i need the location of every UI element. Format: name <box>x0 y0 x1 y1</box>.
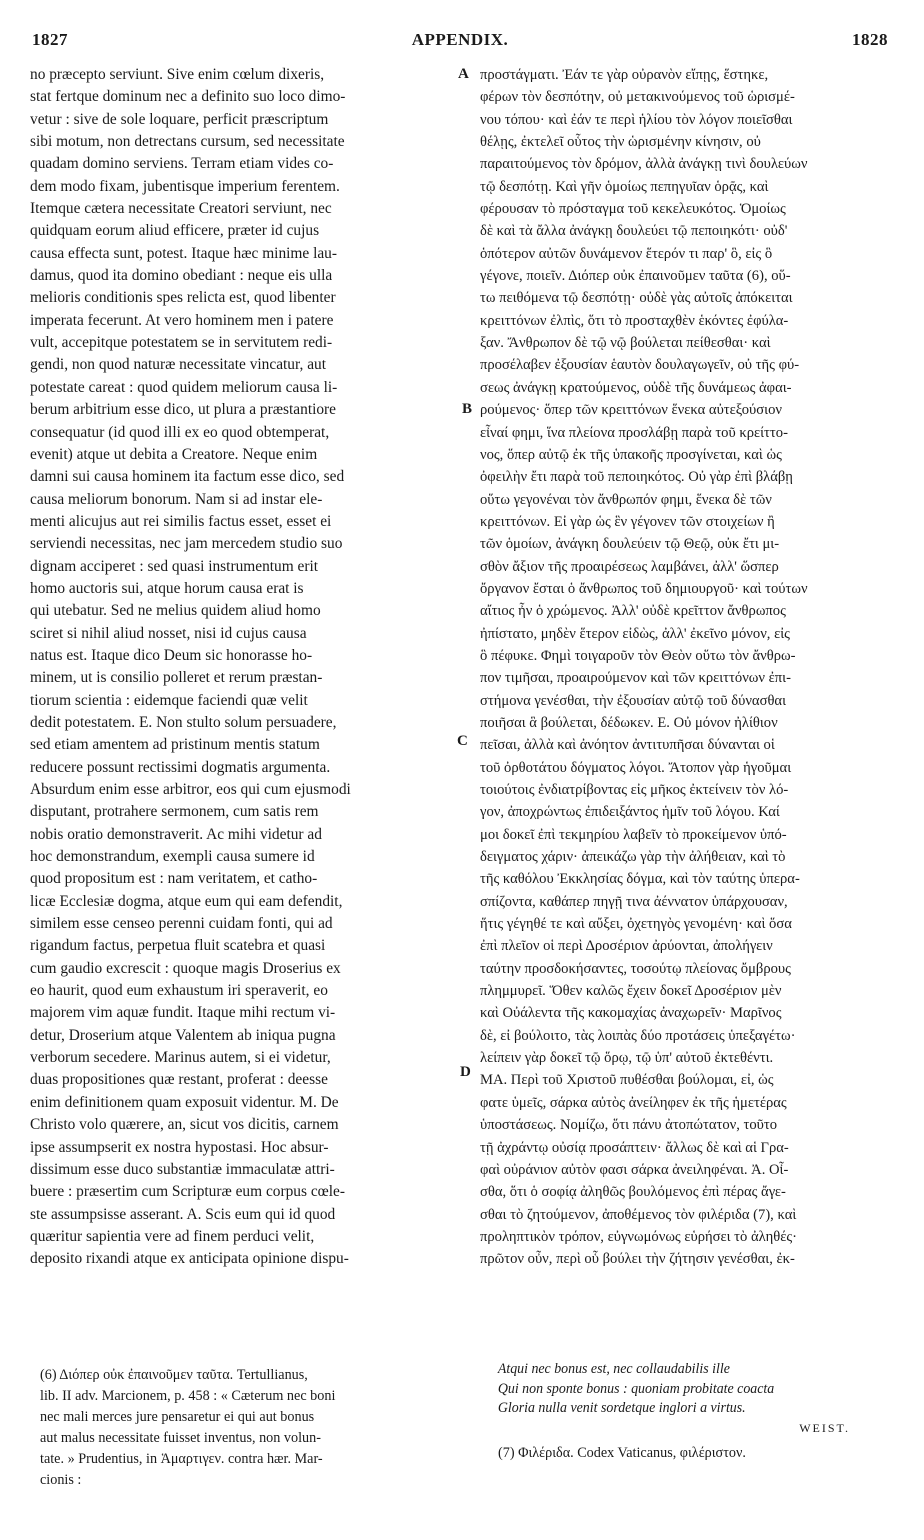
greek-text-line: σπίζοντα, καθάπερ πηγῇ τινα ἀέννατον ὑπάρχουσαν, <box>480 893 788 910</box>
latin-text-line: dedit potestatem. E. Non stulto solum persuadere, <box>30 713 337 731</box>
greek-column <box>480 64 900 1271</box>
latin-text-line: enim definitionem quam exposuit videntur. M. De <box>30 1093 339 1111</box>
latin-text-line: dissimum esse duco substantiæ immaculatæ attri- <box>30 1160 335 1178</box>
greek-text-line: ΜΑ. Περὶ τοῦ Χριστοῦ πυθέσθαι βούλομαι, εἰ, ὡς <box>480 1072 774 1089</box>
section-marker-b: B <box>462 401 473 417</box>
greek-text-line: θέλῃς, ἐκτελεῖ οὗτος τὴν ὡρισμένην κίνησιν, οὐ <box>480 134 761 151</box>
latin-text-line: ipse assumpserit ex nostra hypostasi. Hoc absur- <box>30 1138 329 1156</box>
latin-text-line: sibi motum, non detrectans cursum, sed necessitate <box>30 133 345 151</box>
verse-line: Qui non sponte bonus : quoniam probitate coacta <box>497 1380 775 1397</box>
latin-text-line: ste assumpsisse asserant. A. Scis eum qui id quod <box>30 1205 336 1223</box>
footnotes-right <box>490 1360 890 1464</box>
latin-text-line: vult, accepitque potestatem se in servitutem redi- <box>30 334 333 352</box>
latin-text-line: causa meliorum bonorum. Nam si ad instar ele- <box>30 490 323 508</box>
footnote-line: lib. II adv. Marcionem, p. 458 : « Cæterum nec boni <box>40 1388 336 1404</box>
footnote-verse <box>490 1360 890 1419</box>
latin-text-line: stat fertque dominum nec a definito suo loco dimo- <box>30 88 346 106</box>
greek-text-line: γον, ἀποχρώντως ἐπιδειξάντος ἡμῖν τοῦ λόγου. Καί <box>480 804 780 821</box>
latin-text-line: potestate careat : quod quidem meliorum causa li- <box>30 378 338 396</box>
latin-text-line: majorem vim aquæ fundit. Itaque mihi rectum vi- <box>30 1004 336 1022</box>
greek-text-line: παραιτούμενος τὸν δρόμον, ἀλλὰ ἀνάγκῃ τινὶ δουλεύων <box>480 156 808 173</box>
latin-text-line: sciret si nihil aliud nosset, nisi id cujus causa <box>30 624 307 642</box>
latin-text-line: Christo volo quærere, an, sicut vos dicitis, carnem <box>30 1116 339 1134</box>
greek-text-line: κρειττόνων ἐλπὶς, ὅτι τὸ προσταχθὲν ἑκόντες ἐφύλα- <box>480 312 789 329</box>
greek-text-line: σθα, ὅτι ὁ σοφίᾳ ἀληθῶς βουλόμενος ἐπὶ πέρας ἄγε- <box>480 1184 786 1201</box>
greek-text-line: ξαν. Ἄνθρωπον δὲ τῷ νῷ βούλεται πείθεσθαι· καὶ <box>480 335 771 352</box>
latin-text-line: berum arbitrium esse dico, ut plura a præstantiore <box>30 401 337 419</box>
latin-text-line: dignam acciperet : sed quasi instrumentum erit <box>30 557 319 575</box>
latin-text-line: homo auctoris sui, atque horum causa erat is <box>30 579 304 597</box>
greek-text-line: στήμονα γενέσθαι, τὴν ἐξουσίαν αὐτῷ τοῦ δύνασθαι <box>480 692 787 709</box>
greek-text-line: νου τόπου· καὶ ἐάν τε περὶ ἡλίου τὸν λόγον ποιεῖσθαι <box>480 111 793 128</box>
greek-text-line: ὄργανον ἔσται ὁ ἄνθρωπος τοῦ δημιουργοῦ· καὶ τούτων <box>480 580 808 597</box>
footnote-line: tate. » Prudentius, in Ἁμαρτιγεν. contra hær. Mar- <box>40 1451 323 1467</box>
latin-text-line: Itemque cætera necessitate Creatori serviunt, nec <box>30 200 332 218</box>
latin-text-line: reducere possunt rectissimi dogmatis argumenta. <box>30 758 331 776</box>
latin-column <box>30 64 466 1271</box>
greek-text-line: ὁπότερον αὐτῶν δυνάμενον ἕτερόν τι παρ' ὃ, εἰς ὃ <box>480 245 773 262</box>
verse-line: Atqui nec bonus est, nec collaudabilis ille <box>497 1361 730 1377</box>
latin-text-line: damus, quod ita domino obediant : neque eis ulla <box>30 267 333 285</box>
page-number-right: 1828 <box>852 30 888 49</box>
verse-line: Gloria nulla venit sordetque inglori a virtus. <box>497 1400 746 1416</box>
latin-text-line: vetur : sive de sole loquare, perficit præscriptum <box>30 110 329 128</box>
page-header <box>32 30 888 60</box>
greek-text-line: προστάγματι. Ἐάν τε γὰρ οὐρανὸν εἴπῃς, ἕστηκε, <box>480 67 769 83</box>
latin-text-line: natus est. Itaque dico Deum sic honorasse ho- <box>30 646 313 664</box>
greek-text-line: τῇ ἀχράντῳ οὐσίᾳ προσάπτειν· ἄλλως δὲ καὶ αἱ Γρα- <box>480 1139 789 1156</box>
greek-text-line: προληπτικὸν τρόπον, εὐγνωμόνως εὑρήσει τὸ ἀληθές· <box>480 1228 797 1245</box>
greek-text-line: φέρουσαν τὸ πρόσταγμα τοῦ κεκελευκότος. Ὁμοίως <box>480 201 786 218</box>
running-title: APPENDIX. <box>411 30 509 49</box>
greek-text-line: φαὶ οὐράνιον αὐτὸν φασι σάρκα ἀνειληφέναι. Ἀ. Οἶ- <box>480 1161 789 1178</box>
greek-text-line: τῆς καθόλου Ἐκκλησίας δόγμα, καὶ τὸν ταύτης ὑπερα- <box>480 871 800 888</box>
latin-text-line: dem modo fixam, jubentisque imperium ferentem. <box>30 177 340 195</box>
greek-text-line: ποιῆσαι ἃ βούλεται, δέδωκεν. Ε. Οὐ μόνον ἠλίθιον <box>480 714 778 731</box>
latin-text-line: tiorum scientia : eidemque faciendi quæ velit <box>30 691 308 709</box>
latin-text-line: damni sui causa hominem ita factum esse dico, sed <box>30 468 345 486</box>
latin-text-line: gendi, non quod naturæ necessitate vincatur, aut <box>30 356 326 374</box>
greek-text-line: προσέλαβεν ἐξουσίαν ἑαυτὸν δουλαγωγεῖν, οὐ τῆς φύ- <box>480 357 800 374</box>
latin-text-line: detur, Droserium atque Valentem ab iniqua pugna <box>30 1026 336 1044</box>
footnote-7: (7) Φιλέριδα. Codex Vaticanus, φιλέριστον. <box>498 1445 746 1461</box>
latin-text-line: quidquam eorum aliud efficere, præter id cujus <box>30 222 320 240</box>
greek-text-line: πεῖσαι, ἀλλὰ καὶ ἀνόητον ἀντιτυπῆσαι δύνανται οἱ <box>480 737 775 754</box>
latin-text-line: deposito rixandi atque ex anticipata opinione dispu- <box>30 1250 349 1268</box>
latin-text-line: similem esse censeo perenni cuidam fonti, qui ad <box>30 915 333 933</box>
greek-text-line: φατε ὑμεῖς, σάρκα αὐτὸς ἀνείληφεν ἐκ τῆς ἡμετέρας <box>480 1094 787 1111</box>
latin-text-line: no præcepto serviunt. Sive enim cœlum dixeris, <box>30 66 325 83</box>
section-marker-a: A <box>458 66 469 82</box>
greek-text-line: αἴτιος ἦν ὁ χρώμενος. Ἀλλ' οὐδὲ κρεῖττον ἄνθρωπος <box>480 603 786 620</box>
section-marker-c: C <box>457 733 468 749</box>
greek-text-line: κρειττόνων. Εἰ γὰρ ὡς ἓν γέγονεν τῶν στοιχείων ἢ <box>480 513 775 530</box>
greek-text-line: οὕτω γεγονέναι τὸν ἄνθρωπόν φημι, ἕνεκα δὲ τῶν <box>480 491 772 508</box>
greek-text-line: τοιούτοις ἐνδιατρίβοντας εἰς μῆκος ἐκτείνειν τὸν λό- <box>480 782 789 798</box>
latin-text-line: melioris conditionis spes relicta est, quod libenter <box>30 289 336 307</box>
greek-text-line: ὃ πέφυκε. Φημὶ τοιγαροῦν τὸν Θεὸν οὕτω τὸν ἄνθρω- <box>480 647 796 664</box>
latin-text-line: quadam domino serviens. Terram etiam vides co- <box>30 155 334 173</box>
footnote-line: (6) Διόπερ οὐκ ἐπαινοῦμεν ταῦτα. Tertullianus, <box>40 1367 308 1383</box>
footnote-line: nec mali merces jure pensaretur ei qui aut bonus <box>40 1409 315 1425</box>
greek-text-line: τῶν ὁμοίων, ἀνάγκη δουλεύειν τῷ Θεῷ, οὐκ ἔτι μι- <box>480 536 780 553</box>
greek-text-line: γέγονε, ποιεῖν. Διόπερ οὐκ ἐπαινοῦμεν ταῦτα (6), οὕ- <box>480 268 791 285</box>
latin-text-line: eo haurit, quod eum exhaustum iri speraverit, eo <box>30 982 328 1000</box>
latin-text-line: serviendi necessitas, nec jam mercedem studio suo <box>30 535 343 553</box>
latin-text-line: qui utebatur. Sed ne melius quidem aliud homo <box>30 602 321 620</box>
greek-text-line: λείπειν γὰρ δοκεῖ τῷ ὅρῳ, τῷ ὑπ' αὐτοῦ ἐκτεθέντι. <box>480 1050 774 1067</box>
greek-text-line: δὲ καὶ τὰ ἄλλα ἀνάγκῃ δουλεύει τῷ πεποιηκότι· οὐδ' <box>480 223 788 240</box>
latin-text-line: licæ Ecclesiæ dogma, atque eum qui eam defendit, <box>30 892 343 910</box>
latin-text-line: rigandum factus, perpetua fluit scatebra et quasi <box>30 937 326 955</box>
footnote-signature: WEIST. <box>799 1420 850 1435</box>
greek-text-line: πον τιμῆσαι, προαιρούμενον καὶ τῶν κρειττόνων ἐπι- <box>480 670 791 687</box>
latin-text-line: cum gaudio excrescit : quoque magis Droserius ex <box>30 959 341 977</box>
greek-text-line: πρῶτον οὖν, περὶ οὗ βούλει τὴν ζήτησιν γενέσθαι, ἐκ- <box>480 1251 795 1268</box>
page-number-left: 1827 <box>32 30 68 49</box>
greek-text-line: σθαι τὸ ζητούμενον, ἀποθέμενος τὸν φιλέριδα (7), καὶ <box>480 1206 797 1223</box>
greek-text-line: εἶναί φημι, ἵνα πλείονα προσλάβῃ παρὰ τοῦ κρείττο- <box>480 424 788 441</box>
section-marker-d: D <box>460 1064 471 1080</box>
footnote-6 <box>40 1365 464 1491</box>
latin-text-line: hoc demonstrandum, exempli causa sumere id <box>30 848 315 866</box>
latin-text-line: duas propositiones quæ restant, proferat : deesse <box>30 1071 328 1089</box>
greek-text-line: φέρων τὸν δεσπότην, οὐ μετακινούμενος τοῦ ὡρισμέ- <box>480 89 795 106</box>
latin-text-line: buere : præsertim cum Scripturæ eum corpus cœle- <box>30 1183 345 1201</box>
latin-text-line: menti alicujus aut rei similis factus esset, esset ei <box>30 512 332 530</box>
greek-text-line: πλημμυρεῖ. Ὅθεν καλῶς ἔχειν δοκεῖ Δροσέριον μὲν <box>480 983 782 1000</box>
greek-text-line: δὲ, εἰ βούλοιτο, τὰς λοιπὰς δύο προτάσεις ὑπεξαγέτω· <box>480 1027 796 1044</box>
greek-text-line: καὶ Οὐάλεντα τῆς κακομαχίας ἀναχωρεῖν· Μαρῖνος <box>480 1005 782 1022</box>
greek-text-line: δειγματος χάριν· ἀπεικάζω γὰρ τὴν ἀλήθειαν, καὶ τὸ <box>480 849 786 866</box>
latin-text-line: verborum secedere. Marinus autem, si ei videtur, <box>30 1049 331 1067</box>
latin-text-line: minem, ut is consilio polleret et rerum præstan- <box>30 669 323 687</box>
greek-text-line: ταύτην προσδοκήσαντες, τοσούτῳ πλείονας ὄμβρους <box>480 960 791 977</box>
greek-text-line: ὑποστάσεως. Νομίζω, ὅτι πάνυ ἀτοπώτατον, τοῦτο <box>480 1117 778 1134</box>
latin-text-line: sed etiam amentem ad pristinum mentis statum <box>30 736 320 754</box>
latin-text-line: evenit) atque ut debita a Creatore. Neque enim <box>30 445 318 463</box>
greek-text-line: τοῦ ὀρθοτάτου δόγματος λόγοι. Ἄτοπον γὰρ ἡγοῦμαι <box>480 759 792 776</box>
latin-text-line: imperata fecerunt. At vero hominem men i patere <box>30 311 334 329</box>
greek-text-line: ἠπίστατο, μηδὲν ἕτερον εἰδὼς, ἀλλ' ἐκεῖνο μόνον, εἰς <box>480 625 790 642</box>
greek-text-line: ἐπὶ πλεῖον οἱ περὶ Δροσέριον ἀρύονται, ἀπολήγειν <box>480 938 773 955</box>
greek-text-line: ρούμενος· ὅπερ τῶν κρειττόνων ἕνεκα αὐτεξούσιον <box>480 402 782 419</box>
latin-text-line: causa effecta sunt, potest. Itaque hæc minime lau- <box>30 244 337 262</box>
greek-text-line: τῷ δεσπότῃ. Καὶ γῆν ὁμοίως πεπηγυῖαν ὁρᾷς, καὶ <box>480 178 769 195</box>
greek-text-line: σθὸν ἄξιον τῆς προαιρέσεως λαμβάνει, ἀλλ' ὥσπερ <box>480 558 779 575</box>
greek-text-line: σεως ἀνάγκῃ κρατούμενος, οὐδὲ τῆς δυνάμεως ἀφαι- <box>480 379 792 396</box>
latin-text-line: quæritur sapientia vere ad finem perduci velit, <box>30 1227 315 1245</box>
greek-text-line: ὀφειλὴν ἔτι παρὰ τοῦ πεποιηκότος. Οὐ γὰρ ἐπὶ βλάβῃ <box>480 469 793 486</box>
latin-text-line: quod propositum est : nam veritatem, et catho- <box>30 870 318 888</box>
latin-text-line: Absurdum enim esse arbitror, eos qui cum ejusmodi <box>30 781 351 798</box>
greek-text-line: νος, ὅπερ αὐτῷ ἐκ τῆς ὑπακοῆς προσγίνεται, καὶ ὡς <box>480 446 782 463</box>
footnote-line: cionis : <box>40 1472 82 1488</box>
greek-text-line: μοι δοκεῖ ἐπὶ τεκμηρίου λαβεῖν τὸ προκείμενον ὑπό- <box>480 826 787 843</box>
greek-text-line: ἥτις γέγηθέ τε καὶ αὔξει, ὀχετηγὸς γενομένη· καὶ ὅσα <box>480 916 792 933</box>
latin-text-line: nobis oratio demonstraverit. Ac mihi videtur ad <box>30 825 322 843</box>
footnote-line: aut malus necessitate fuisset inventus, non volun- <box>40 1430 321 1446</box>
greek-text-line: τω πειθόμενα τῷ δεσπότῃ· οὐδὲ γὰς αὐτοῖς ἀπόκειται <box>480 290 793 307</box>
latin-text-line: disputant, protrahere sermonem, cum satis rem <box>30 803 319 821</box>
latin-text-line: consequatur (id quod illi ex eo quod obtemperat, <box>30 423 330 441</box>
